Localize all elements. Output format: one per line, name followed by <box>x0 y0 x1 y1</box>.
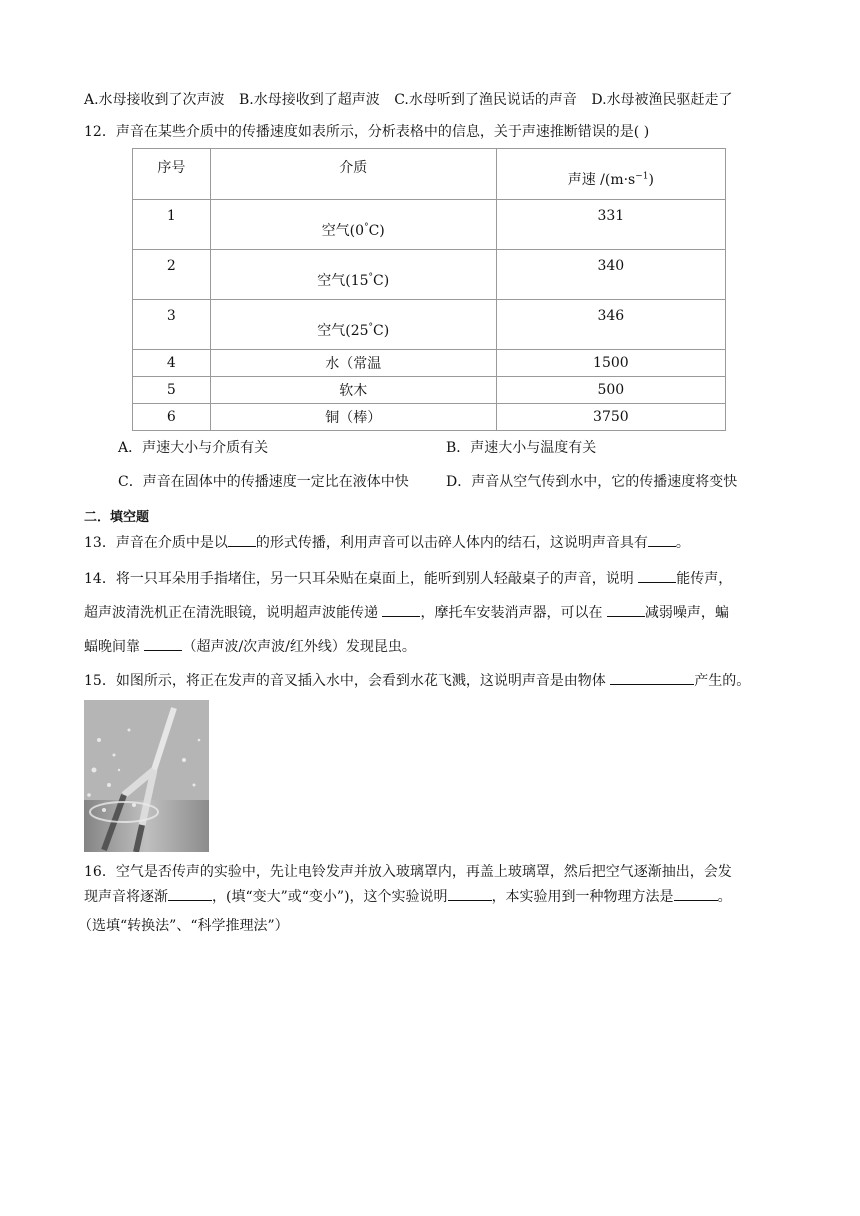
table-row: 1 空气(0°C) 331 <box>133 200 726 250</box>
q11-options <box>84 90 743 110</box>
q12-option-c: C．声音在固体中的传播速度一定比在液体中快 <box>118 474 409 490</box>
table-row: 4 水（常温 1500 <box>133 350 726 377</box>
table-header-row <box>133 149 726 200</box>
q12-options-row1 <box>118 438 597 458</box>
q14-blank-3[interactable] <box>607 602 645 617</box>
table-row: 2 空气(15°C) 340 <box>133 250 726 300</box>
q11-option-b: B.水母接收到了超声波 <box>239 92 380 108</box>
tuning-fork-photo <box>84 700 209 852</box>
table-row: 6 铜（棒） 3750 <box>133 404 726 431</box>
q15: 15．如图所示，将正在发声的音叉插入水中，会看到水花飞溅，这说明声音是由物体 产生的。 <box>84 670 750 691</box>
q16-line-3: （选填“转换法”、“科学推理法”） <box>78 918 289 934</box>
q13-blank-1[interactable] <box>228 532 256 547</box>
q14-line-2: 超声波清洗机正在清洗眼镜，说明超声波能传递 ，摩托车安装消声器，可以在 减弱噪声，蝙 <box>84 602 729 623</box>
table-row: 3 空气(25°C) 346 <box>133 300 726 350</box>
q12-option-a: A．声速大小与介质有关 <box>118 440 269 456</box>
q11-option-d: D.水母被渔民驱赶走了 <box>591 92 733 108</box>
q16-line-2: 现声音将逐渐 ，(填“变大”或“变小”)，这个实验说明 ，本实验用到一种物理方法是 。 <box>84 886 732 907</box>
q15-blank[interactable] <box>610 670 694 685</box>
section-title: 二．填空题 <box>84 510 150 525</box>
q14-blank-4[interactable] <box>144 636 182 651</box>
table-row: 5 软木 500 <box>133 377 726 404</box>
q12-options-row2 <box>118 472 738 492</box>
q12-stem: 12．声音在某些介质中的传播速度如表所示，分析表格中的信息，关于声速推断错误的是( ) <box>84 124 650 140</box>
q16-blank-3[interactable] <box>674 886 718 901</box>
q14-line-3: 蝠晚间靠 （超声波/次声波/红外线）发现昆虫。 <box>84 636 416 657</box>
q11-option-a: A.水母接收到了次声波 <box>84 92 225 108</box>
q13: 13．声音在介质中是以 的形式传播，利用声音可以击碎人体内的结石，这说明声音具有 。 <box>84 532 690 553</box>
q14-blank-2[interactable] <box>382 602 420 617</box>
tuning-fork-splash-illustration <box>84 700 209 852</box>
q12-option-d: D．声音从空气传到水中，它的传播速度将变快 <box>446 474 738 490</box>
header-medium: 介质 <box>210 149 496 200</box>
sound-speed-table <box>132 148 726 431</box>
header-speed: 声速 $/(m\cdot s^{-1})$ <box>496 149 725 200</box>
q12-option-b: B．声速大小与温度有关 <box>446 440 597 456</box>
header-index: 序号 <box>133 149 211 200</box>
q14-line-1: 14．将一只耳朵用手指堵住，另一只耳朵贴在桌面上，能听到别人轻敲桌子的声音，说明 能传声， <box>84 568 732 589</box>
q11-option-c: C.水母听到了渔民说话的声音 <box>394 92 577 108</box>
q13-blank-2[interactable] <box>648 532 676 547</box>
q16-blank-1[interactable] <box>168 886 212 901</box>
q16-line-1: 16．空气是否传声的实验中，先让电铃发声并放入玻璃罩内，再盖上玻璃罩，然后把空气逐渐抽出，会发 <box>84 864 732 880</box>
q16-blank-2[interactable] <box>448 886 492 901</box>
q14-blank-1[interactable] <box>638 568 676 583</box>
